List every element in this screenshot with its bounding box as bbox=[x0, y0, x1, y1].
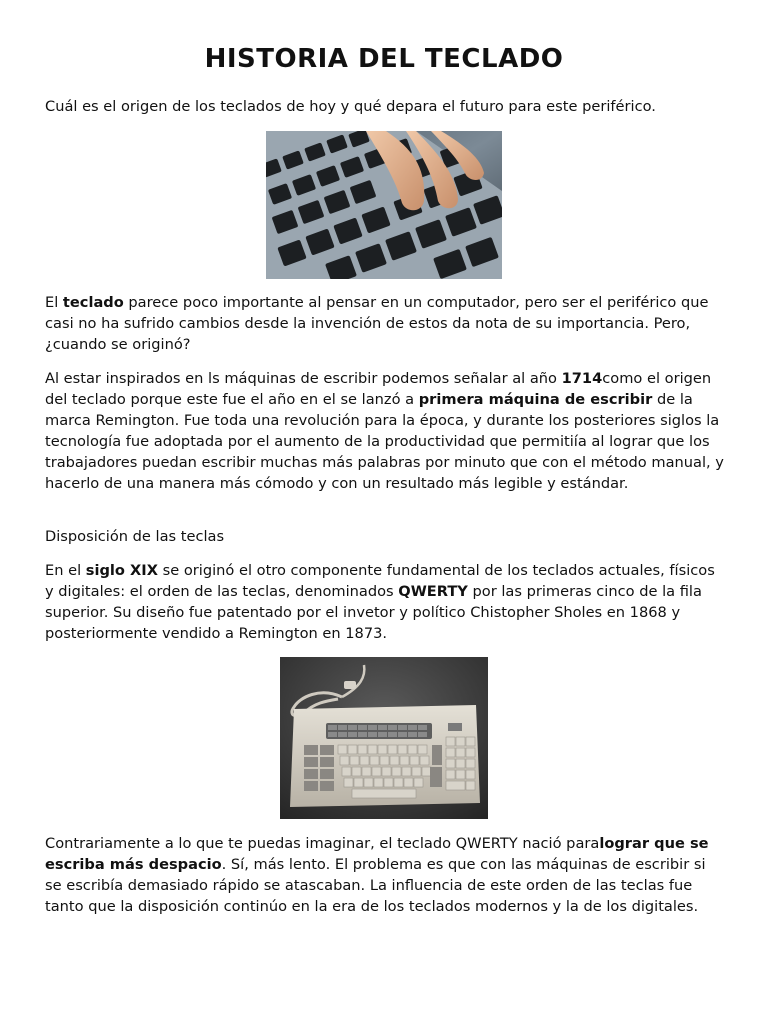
paragraph-origen: Al estar inspirados en ls máquinas de escribir podemos señalar al año 1714como el origen del teclado porque este fue el año en el se lanzó a primera máquina de escribir de la marca Remington. Fue toda una revolución para la época, y durante los posteriores siglos la tecnología fue adoptada por el aumento de la productividad que permitiía al lograr que los trabajadores puedan escribir muchas más palabras por minuto que con el método manual, y hacerlo de una manera más cómodo y con un resultado más legible y estándar. bbox=[45, 370, 724, 492]
intro-paragraph: Cuál es el origen de los teclados de hoy y qué depara el futuro para este periférico. bbox=[45, 98, 656, 115]
page-title: HISTORIA DEL TECLADO bbox=[204, 44, 564, 74]
vintage-keyboard-photo bbox=[280, 657, 488, 819]
laptop-keyboard-photo bbox=[266, 131, 502, 279]
section-heading: Disposición de las teclas bbox=[45, 528, 225, 545]
paragraph-qwerty: En el siglo XIX se originó el otro componente fundamental de los teclados actuales, físicos y digitales: el orden de las teclas, denominados QWERTY por las primeras cinco de la fila superior. Su diseño fue patentado por el invetor y político Chistopher Sholes en 1868 y posteriormente vendido a Remington en 1873. bbox=[45, 562, 715, 642]
paragraph-teclado: El teclado parece poco importante al pensar en un computador, pero ser el periférico que casi no ha sufrido cambios desde la invención de estos da nota de su importancia. Pero, ¿cuando se originó? bbox=[45, 294, 709, 353]
paragraph-despacio: Contrariamente a lo que te puedas imaginar, el teclado QWERTY nació paralograr que se escriba más despacio. Sí, más lento. El problema es que con las máquinas de escribir si se escribía demasiado rápido se atascaban. La influencia de este orden de las teclas fue tanto que la disposición continúo en la era de los teclados modernos y la de los digitales. bbox=[45, 835, 709, 915]
